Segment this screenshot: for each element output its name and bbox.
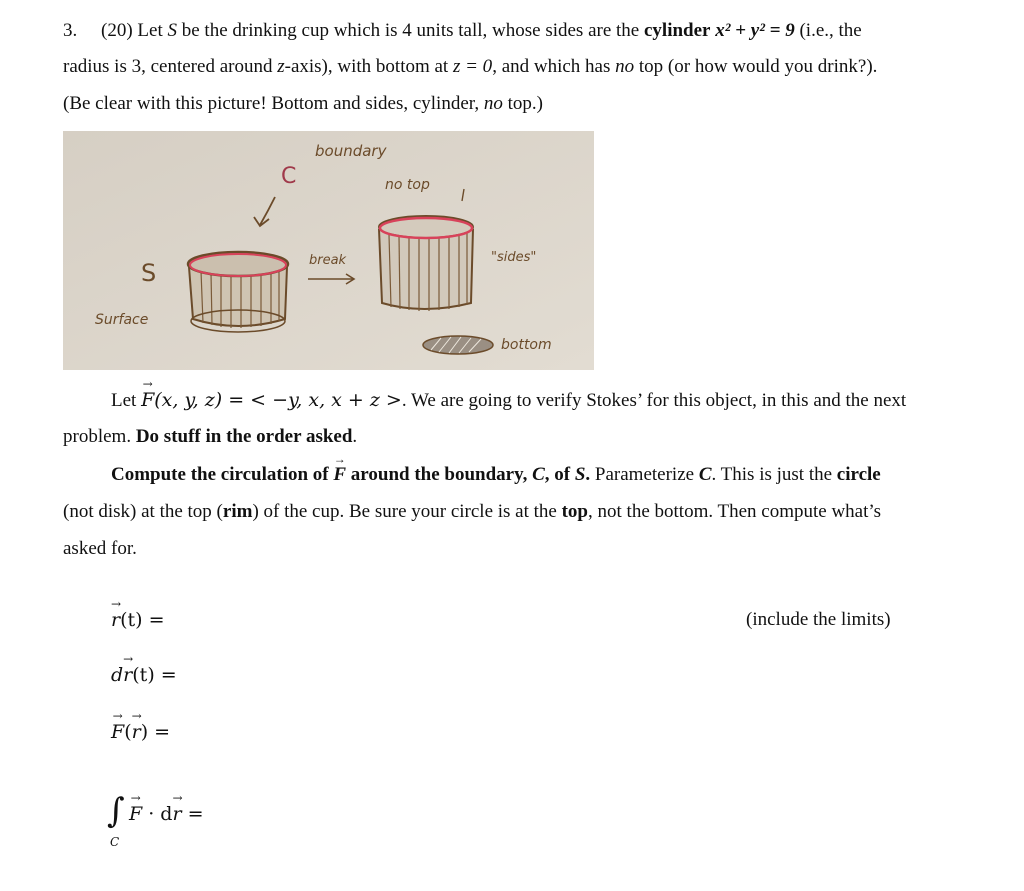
label-bottom: bottom — [501, 337, 552, 353]
left-cup-drawing — [188, 252, 288, 332]
answer-line-integral[interactable]: ∫ C → F · d→ r = — [107, 795, 247, 855]
problem-number: 3. — [63, 20, 78, 41]
label-no-top: no top — [385, 177, 430, 193]
label-surface: Surface — [95, 312, 149, 328]
field-line-2: problem. Do stuff in the order asked. — [63, 426, 358, 447]
answer-f-of-r[interactable]: → F(→ r) = — [111, 721, 170, 743]
integral-subscript: C — [110, 835, 120, 849]
label-c: C — [281, 164, 297, 189]
right-cup-sides-drawing — [379, 216, 473, 311]
label-break: break — [309, 253, 347, 268]
problem-line-1: 3. (20) Let S be the drinking cup which is 4 units tall, whose sides are the cylinder x² + y² = 9 (i.e., the — [63, 20, 862, 41]
problem-line-3: (Be clear with this picture! Bottom and sides, cylinder, no top.) — [63, 93, 543, 114]
include-limits-note: (include the limits) — [746, 609, 891, 630]
bottom-disk-drawing — [423, 336, 493, 354]
task-line-3: asked for. — [63, 538, 137, 559]
integral-symbol: ∫ — [107, 791, 125, 831]
label-s: S — [141, 259, 157, 287]
problem-points: (20) — [101, 20, 133, 41]
label-boundary: boundary — [315, 142, 387, 160]
answer-r-of-t[interactable]: → r(t) = — [111, 609, 165, 631]
vector-f: → F — [141, 389, 154, 411]
cylinder-equation: x² + y² = 9 — [715, 20, 795, 41]
task-line-2: (not disk) at the top (rim) of the cup. Be sure your circle is at the top, not the bottom. Then compute what’s — [63, 501, 882, 522]
answer-dr-of-t[interactable]: d→ r(t) = — [111, 664, 177, 686]
cup-sketch-photo — [63, 131, 594, 370]
label-sides: "sides" — [491, 250, 537, 265]
task-line-1: Compute the circulation of → F around the boundary, C, of S. Parameterize C. This is just the circle — [111, 464, 881, 486]
field-definition: (x, y, z) = < −y, x, x + z > — [154, 389, 402, 411]
field-line-1: Let → F(x, y, z) = < −y, x, x + z >. We are going to verify Stokes’ for this object, in this and the next — [111, 389, 906, 412]
problem-line-2: radius is 3, centered around z-axis), with bottom at z = 0, and which has no top (or how would you drink?). — [63, 56, 878, 77]
